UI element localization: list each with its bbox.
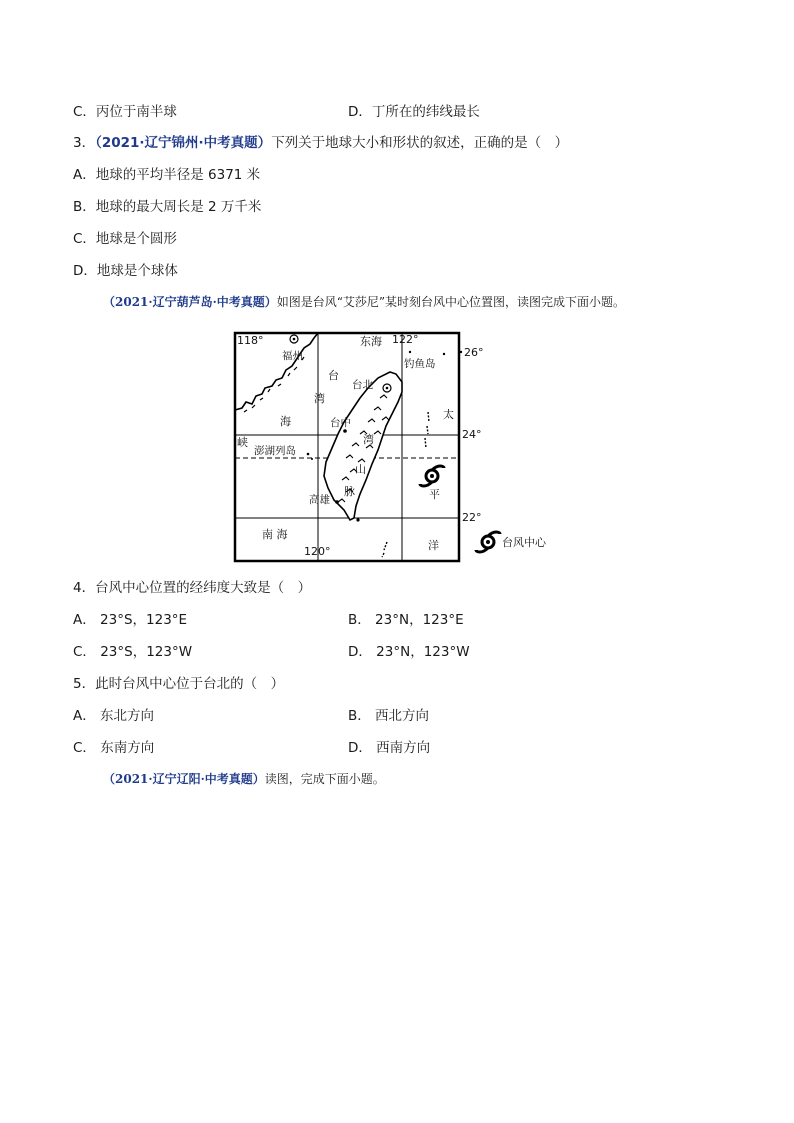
label-taibei: 台北 (352, 379, 373, 391)
gaoxiong-dot (335, 500, 339, 504)
label-penghu: 澎湖列岛 (254, 445, 296, 457)
group2-text: 读图，完成下面小题。 (264, 772, 385, 786)
label-wan: 湾 (314, 392, 325, 405)
q3-option-b: B．地球的最大周长是 2 万千米 (73, 199, 262, 215)
q3-stem (73, 134, 568, 152)
label-yang: 洋 (428, 539, 439, 552)
label-ping: 平 (429, 488, 440, 501)
diaoyu-islet (443, 353, 445, 355)
q2-option-c: C．丙位于南半球 (73, 104, 177, 120)
label-lon118: 118° (237, 334, 264, 347)
taiwan-island (324, 372, 402, 520)
label-lat22: 22° (462, 511, 482, 524)
label-gaoxiong: 高雄 (309, 494, 330, 506)
q4-option-c: C． 23°S，123°W (73, 644, 193, 660)
label-fuzhou: 福州 (282, 350, 303, 362)
typhoon-map (232, 330, 562, 566)
label-mai: 脉 (344, 485, 355, 498)
typhoon-center-icon (420, 466, 444, 486)
label-shan: 山 (355, 463, 366, 476)
label-lon122: 122° (392, 333, 419, 346)
q3-option-c: C．地球是个圆形 (73, 231, 177, 247)
q5-option-c: C． 东南方向 (73, 740, 155, 756)
fuzhou-marker-dot (293, 338, 296, 341)
group1-source: （2021·辽宁葫芦岛·中考真题） (103, 295, 277, 309)
south-islets (382, 542, 387, 557)
q3-question: 下列关于地球大小和形状的叙述，正确的是（ ） (271, 135, 569, 151)
penghu-islet (307, 453, 310, 456)
south-cape-dot (356, 518, 359, 521)
legend-typhoon-icon (476, 532, 500, 552)
q3-number: 3． (73, 135, 96, 151)
diaoyu-islet (460, 351, 462, 353)
q4-option-d: D． 23°N，123°W (348, 644, 470, 660)
taizhong-dot (343, 429, 347, 433)
east-islets (425, 412, 429, 448)
label-lon120: 120° (304, 545, 331, 558)
label-nan-hai: 南 海 (262, 528, 288, 541)
group1-text: 如图是台风“艾莎尼”某时刻台风中心位置图，读图完成下面小题。 (276, 295, 626, 309)
q3-option-d: D．地球是个球体 (73, 263, 178, 279)
group2-source: （2021·辽宁辽阳·中考真题） (103, 772, 265, 786)
q4-option-b: B． 23°N，123°E (348, 612, 464, 628)
taibei-marker-dot (386, 387, 389, 390)
q2-option-d: D．丁所在的纬线最长 (348, 104, 480, 120)
label-wan2: 湾 (363, 433, 374, 446)
label-lat26: 26° (464, 346, 484, 359)
label-tai-pacific: 太 (443, 408, 454, 421)
label-diaoyu: 钓鱼岛 (404, 358, 436, 370)
q3-option-a: A．地球的平均半径是 6371 米 (73, 167, 261, 183)
label-xia: 峡 (237, 436, 248, 449)
q3-source: （2021·辽宁锦州·中考真题） (95, 135, 272, 151)
penghu-islet (311, 458, 313, 460)
q5-option-d: D． 西南方向 (348, 740, 431, 756)
q5-option-b: B． 西北方向 (348, 708, 430, 724)
label-east-sea: 东海 (360, 335, 382, 348)
q4-option-a: A． 23°S，123°E (73, 612, 188, 628)
label-tai: 台 (328, 369, 339, 382)
q5-option-a: A． 东北方向 (73, 708, 155, 724)
group1-intro (103, 293, 625, 311)
legend-label: 台风中心 (502, 536, 546, 549)
q5-stem: 5．此时台风中心位于台北的（ ） (73, 676, 285, 692)
q4-stem: 4．台风中心位置的经纬度大致是（ ） (73, 580, 312, 596)
label-hai: 海 (280, 415, 291, 428)
group2-intro (103, 770, 385, 788)
label-lat24: 24° (462, 428, 482, 441)
label-taizhong: 台中 (330, 417, 351, 429)
diaoyu-islet (409, 351, 411, 353)
